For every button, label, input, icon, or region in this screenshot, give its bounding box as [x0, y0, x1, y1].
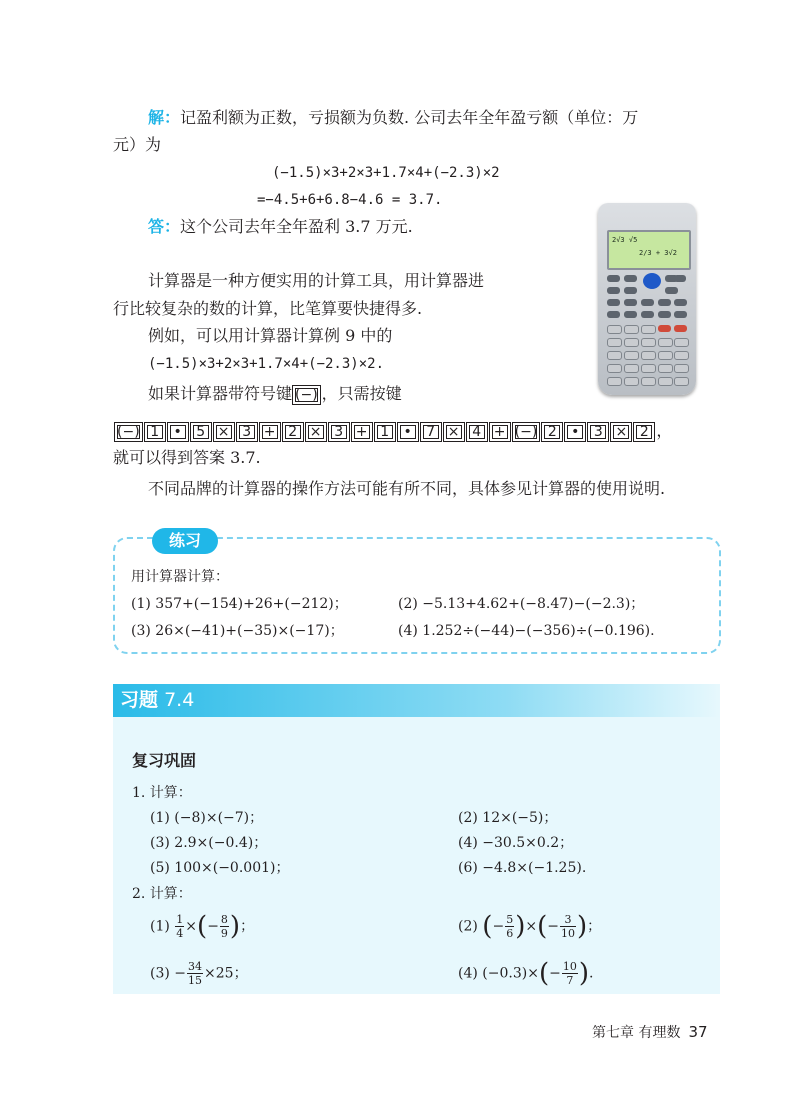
paragraph-2-expression: (−1.5)×3+2×3+1.7×4+(−2.3)×2. [148, 356, 385, 372]
paragraph-3-prefix: 如果计算器带符号键 [148, 384, 293, 403]
fraction-3-10 [560, 913, 576, 940]
solution-label: 解： [148, 108, 181, 127]
q2-item-4: (4) (−0.3)×(− $\frac{10}{7}$ ). [458, 958, 594, 989]
sign-key: (−) [292, 385, 321, 405]
q2-item-3: (3) − $\frac{34}{15}$ ×25； [150, 960, 248, 987]
solution-line-1 [148, 106, 638, 130]
left-paren: ( [538, 958, 550, 989]
calculator-key: 1 [144, 422, 166, 442]
right-paren: ) [578, 958, 589, 989]
practice-intro: 用计算器计算： [131, 569, 229, 585]
calculator-screen-line-2: 2/3 + 3√2 [639, 249, 677, 257]
fraction-numerator: 34 [188, 960, 203, 973]
q1-item-1: (1) (−8)×(−7)； [150, 810, 264, 826]
calculator-key: 2 [541, 422, 563, 442]
fraction-numerator: 1 [176, 913, 184, 926]
q1-item-5: (5) 100×(−0.001)； [150, 860, 290, 876]
practice-item-2: (2) −5.13+4.62+(−8.47)−(−2.3)； [398, 596, 645, 612]
calculator-key: 2 [633, 422, 655, 442]
fraction-34-15 [187, 960, 203, 987]
calculator-key: • [564, 422, 586, 442]
calculator-key: • [397, 422, 419, 442]
fraction-numerator: 10 [562, 960, 577, 973]
practice-item-1: (1) 357+(−154)+26+(−212)； [131, 596, 348, 612]
q1-item-3: (3) 2.9×(−0.4)； [150, 835, 268, 851]
calculator-key: + [489, 422, 511, 442]
left-paren: ( [537, 911, 548, 942]
paragraph-1-line-1: 计算器是一种方便实用的计算工具，用计算器进 [148, 271, 485, 290]
calculator-key: × [213, 422, 235, 442]
q2-item-4-number: (4) [458, 965, 478, 982]
exercise-title-number: 7.4 [164, 689, 195, 711]
solution-expression-2: =−4.5+6+6.8−4.6 = 3.7. [257, 192, 443, 208]
q2-item-2-number: (2) [458, 918, 478, 935]
page-footer [592, 1022, 708, 1043]
calculator-direction-pad [643, 273, 661, 289]
fraction-numerator: 8 [220, 913, 228, 926]
answer-line [148, 215, 413, 239]
calculator-image [598, 203, 696, 395]
calculator-key: + [351, 422, 373, 442]
practice-item-4: (4) 1.252÷(−44)−(−356)÷(−0.196). [398, 623, 655, 639]
fraction-denominator: 6 [506, 927, 514, 940]
exercise-title [120, 688, 194, 712]
left-paren: ( [197, 911, 208, 942]
q2-item-3-number: (3) [150, 965, 170, 982]
calculator-key: 3 [587, 422, 609, 442]
fraction-10-7 [562, 960, 578, 987]
q2-item-1: (1) $\frac{1}{4}$ ×(− $\frac{8}{9}$ )； [150, 911, 255, 942]
calculator-key: 7 [420, 422, 442, 442]
calculator-key: 2 [282, 422, 304, 442]
paragraph-3 [148, 382, 402, 406]
fraction-denominator: 4 [176, 927, 184, 940]
fraction-denominator: 15 [188, 974, 203, 987]
calculator-key: × [305, 422, 327, 442]
fraction-numerator: 3 [560, 913, 576, 927]
fraction-denominator: 9 [220, 927, 228, 940]
fraction-denominator: 7 [566, 974, 574, 987]
q2-item-3-rest: ×25； [204, 965, 248, 982]
calculator-key: (−) [512, 422, 541, 442]
times-sign: × [525, 918, 538, 935]
right-paren: ) [229, 911, 241, 942]
exercise-title-label: 习题 [120, 689, 159, 711]
calculator-key: 1 [374, 422, 396, 442]
answer-text: 这个公司去年全年盈利 3.7 万元. [180, 217, 413, 236]
calculator-key: 5 [190, 422, 212, 442]
q1-item-6: (6) −4.8×(−1.25). [458, 860, 587, 876]
solution-text-1: 记盈利额为正数，亏损额为负数. 公司去年全年盈亏额（单位：万 [180, 108, 639, 127]
question-1: 1. 计算： [132, 785, 192, 801]
calculator-key: (−) [114, 422, 143, 442]
key-sequence [114, 418, 672, 442]
calculator-key: × [443, 422, 465, 442]
calculator-key: • [167, 422, 189, 442]
fraction-denominator: 10 [560, 927, 575, 940]
right-paren: ) [515, 911, 526, 942]
solution-line-2: 元）为 [113, 135, 162, 154]
calculator-key: × [610, 422, 632, 442]
right-paren: ) [576, 911, 588, 942]
calculator-key: 4 [466, 422, 488, 442]
page-number: 37 [688, 1023, 708, 1041]
q2-item-2-end: ； [587, 918, 602, 935]
q2-item-1-number: (1) [150, 918, 170, 935]
fraction-8-9 [220, 913, 229, 940]
calculator-key: 3 [236, 422, 258, 442]
q2-item-4-mid: (−0.3)× [482, 965, 539, 982]
practice-item-3: (3) 26×(−41)+(−35)×(−17)； [131, 623, 344, 639]
calculator-key: 3 [328, 422, 350, 442]
practice-tab: 练习 [152, 528, 218, 554]
section-heading: 复习巩固 [132, 751, 197, 770]
fraction-numerator: 5 [506, 913, 514, 926]
q1-item-4: (4) −30.5×0.2； [458, 835, 574, 851]
q1-item-2: (2) 12×(−5)； [458, 810, 558, 826]
q2-item-1-end: ； [240, 918, 255, 935]
exercise-header [113, 684, 720, 717]
times-sign: × [185, 918, 198, 935]
calculator-key: + [259, 422, 281, 442]
calculator-screen [607, 230, 691, 270]
solution-expression-1: (−1.5)×3+2×3+1.7×4+(−2.3)×2 [272, 165, 500, 181]
paragraph-3-suffix: ，只需按键 [321, 384, 402, 403]
chapter-label: 第七章 有理数 [592, 1025, 681, 1041]
fraction-1-4 [175, 913, 184, 940]
answer-label: 答： [148, 217, 181, 236]
left-paren: ( [482, 911, 493, 942]
calculator-screen-line-1: 2√3 √5 [612, 236, 638, 244]
question-2: 2. 计算： [132, 886, 192, 902]
paragraph-4: 就可以得到答案 3.7. [113, 448, 261, 467]
paragraph-2-line-1: 例如，可以用计算器计算例 9 中的 [148, 326, 393, 345]
key-sequence-end: ， [656, 421, 673, 440]
q2-item-4-end: . [589, 965, 594, 982]
paragraph-5: 不同品牌的计算器的操作方法可能有所不同，具体参见计算器的使用说明. [148, 479, 666, 498]
q2-item-2: (2) (− $\frac{5}{6}$ )×(− $\frac{3}{10}$ )； [458, 911, 602, 942]
paragraph-1-line-2: 行比较复杂的数的计算，比笔算要快捷得多. [113, 299, 423, 318]
fraction-5-6 [505, 913, 514, 940]
